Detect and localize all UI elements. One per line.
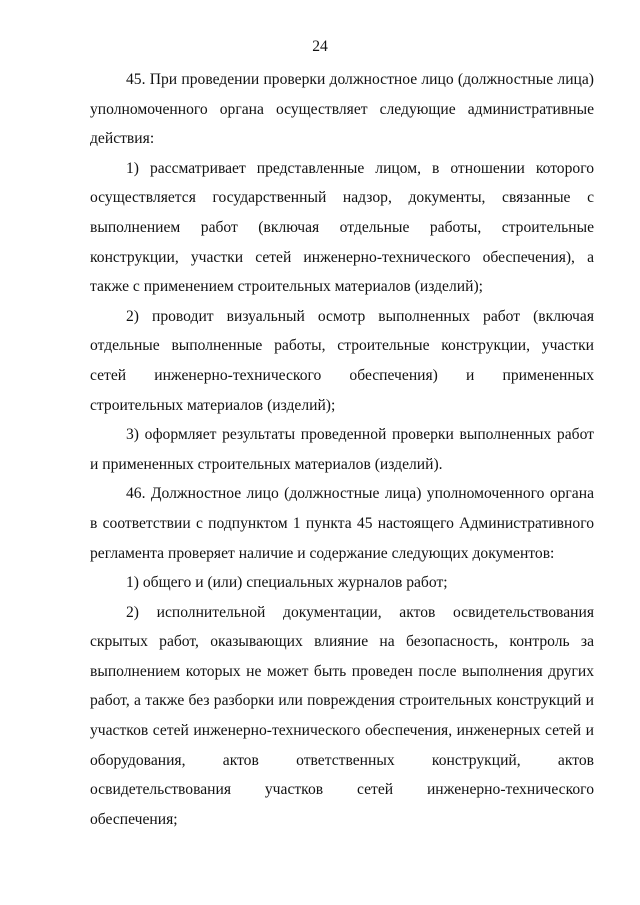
paragraph-46-item-2: 2) исполнительной документации, актов освидетельствования скрытых работ, оказывающих влияние на безопасность, контроль за выполнением которых не может быть проведен после выполнения других работ, а также без разборки или повреждения строительных конструкций и участков сетей инженерно-технического обеспечения, инженерных сетей и оборудования, актов ответственных конструкций, актов освидетельствования участков сетей инженерно-технического обеспечения; xyxy=(90,603,594,828)
paragraph-46: 46. Должностное лицо (должностные лица) уполномоченного органа в соответствии с подпунктом 1 пункта 45 настоящего Административного регламента проверяет наличие и содержание следующих документов: xyxy=(90,485,594,562)
paragraph-45: 45. При проведении проверки должностное лицо (должностные лица) уполномоченного органа осуществляет следующие административные действия: xyxy=(90,71,594,148)
paragraph-45-item-2: 2) проводит визуальный осмотр выполненных работ (включая отдельные выполненные работы, строительные конструкции, участки сетей инженерно-технического обеспечения) и примененных строительных материалов (изделий); xyxy=(90,307,594,414)
paragraph-45-item-1: 1) рассматривает представленные лицом, в отношении которого осуществляется государственный надзор, документы, связанные с выполнением работ (включая отдельные работы, строительные конструкции, участки сетей инженерно-технического обеспечения), а также с применением строительных материалов (изделий); xyxy=(90,159,594,296)
document-body xyxy=(90,65,594,834)
paragraph-46-item-1: 1) общего и (или) специальных журналов работ; xyxy=(126,574,448,592)
paragraph-45-item-3: 3) оформляет результаты проведенной проверки выполненных работ и примененных строительных материалов (изделий). xyxy=(90,426,594,473)
page-number: 24 xyxy=(312,38,328,55)
